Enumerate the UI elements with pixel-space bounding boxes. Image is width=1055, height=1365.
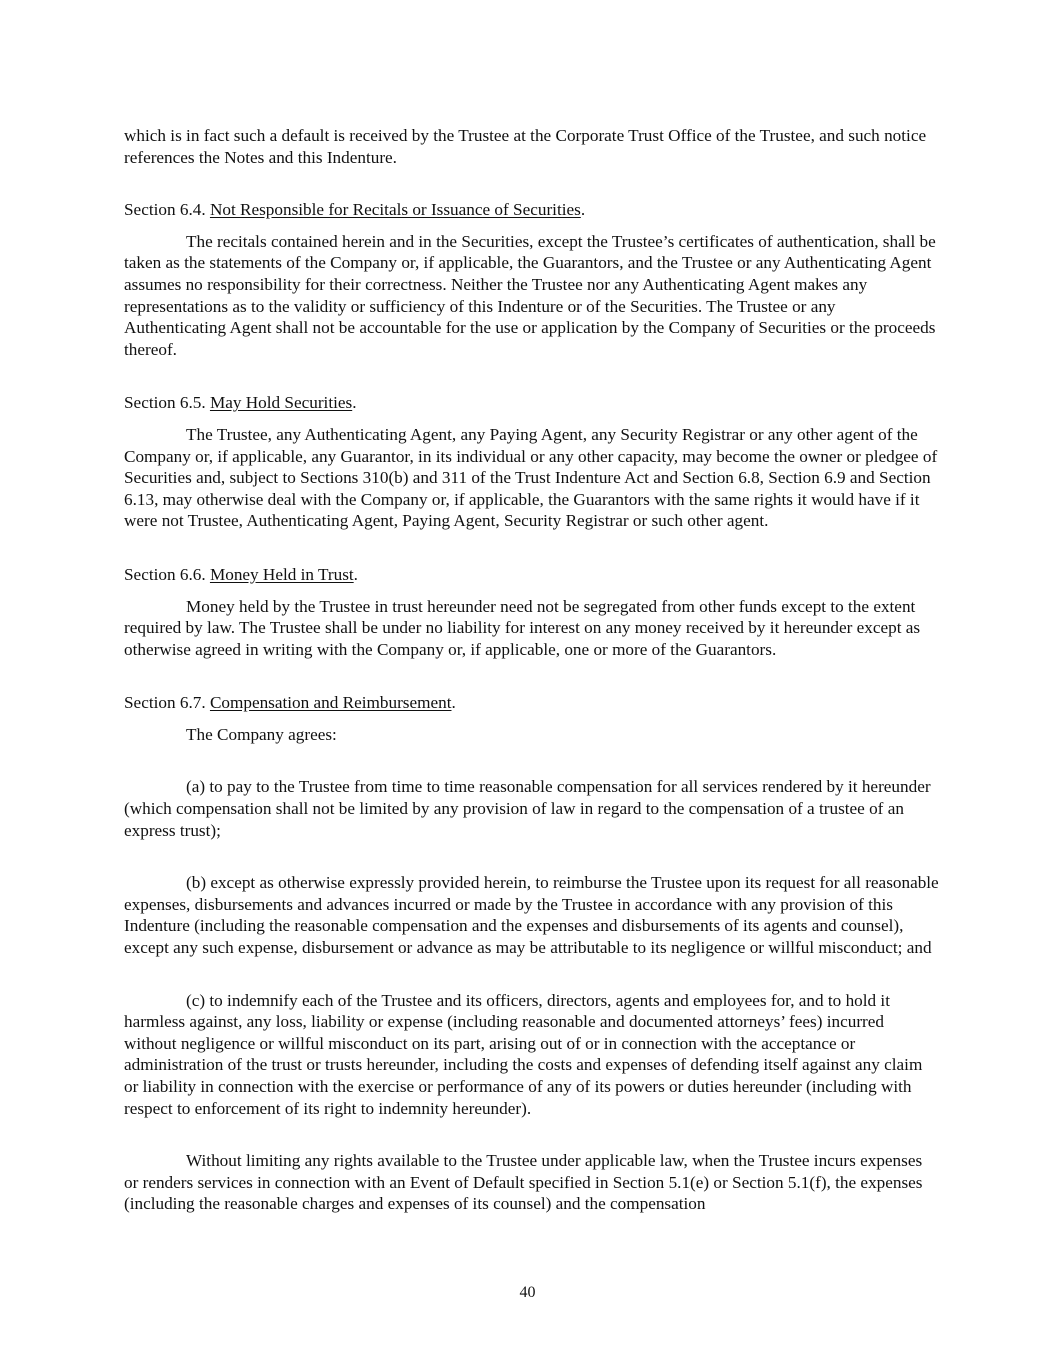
section-title: Not Responsible for Recitals or Issuance of Securities	[209, 200, 581, 220]
section-heading: Section 6.4. Not Responsible for Recitals or Issuance of Securities.	[124, 200, 586, 220]
section-heading: Section 6.7. Compensation and Reimbursement.	[124, 693, 456, 713]
closing-paragraph: Without limiting any rights available to the Trustee under applicable law, when the Trustee incurs expenses or renders services in connection with an Event of Default specified in Section 5.1(e) or Section 5.1(f), the expenses (including the reasonable charges and expenses of its counsel) and the compensation	[124, 1151, 923, 1214]
clause-b: (b) except as otherwise expressly provided herein, to reimburse the Trustee upon its request for all reasonable expenses, disbursements and advances incurred or made by the Trustee in accordance with any provision of this Indenture (including the reasonable compensation and the expenses and disbursements of its agents and counsel), except any such expense, disbursement or advance as may be attributable to its negligence or willful misconduct; and	[124, 873, 939, 958]
section-6-5	[124, 392, 939, 532]
section-title: Money Held in Trust	[209, 564, 354, 584]
clause-a: (a) to pay to the Trustee from time to time reasonable compensation for all services rendered by it hereunder (which compensation shall not be limited by any provision of law in regard to the compensation of a trustee of an express trust);	[124, 777, 931, 840]
section-intro: The Company agrees:	[186, 724, 337, 744]
section-body: The Trustee, any Authenticating Agent, any Paying Agent, any Security Registrar or any other agent of the Company or, if applicable, any Guarantor, in its individual or any other capacity, may become the owner or pledgee of Securities and, subject to Sections 310(b) and 311 of the Trust Indenture Act and Section 6.8, Section 6.9 and Section 6.13, may otherwise deal with the Company or, if applicable, the Guarantors with the same rights it would have if it were not Trustee, Authenticating Agent, Paying Agent, Security Registrar or such other agent.	[124, 424, 938, 531]
section-6-7	[124, 692, 939, 1215]
page-number: 40	[519, 1284, 536, 1301]
section-body: The recitals contained herein and in the Securities, except the Trustee’s certificates of authentication, shall be taken as the statements of the Company or, if applicable, the Guarantors, and the Trustee or any Authenticating Agent assumes no responsibility for their correctness. Neither the Trustee nor any Authenticating Agent makes any representations as to the validity or sufficiency of this Indenture or of the Securities. The Trustee or any Authenticating Agent shall not be accountable for the use or application by the Company of Securities or the proceeds thereof.	[124, 231, 936, 359]
section-heading: Section 6.5. May Hold Securities.	[124, 393, 357, 413]
section-title: May Hold Securities	[209, 393, 353, 413]
clause-c: (c) to indemnify each of the Trustee and its officers, directors, agents and employees for, and to hold it harmless against, any loss, liability or expense (including reasonable and documented attorneys’ fees) incurred without negligence or willful misconduct on its part, arising out of or in connection with the acceptance or administration of the trust or trusts hereunder, including the costs and expenses of defending itself against any claim or liability in connection with the exercise or performance of any of its powers or duties hereunder (including with respect to enforcement of its right to indemnity hereunder).	[124, 990, 923, 1118]
carryover-paragraph: which is in fact such a default is received by the Trustee at the Corporate Trust Office of the Trustee, and such notice references the Notes and this Indenture.	[124, 126, 927, 167]
section-body: Money held by the Trustee in trust hereunder need not be segregated from other funds except to the extent required by law. The Trustee shall be under no liability for interest on any money received by it hereunder except as otherwise agreed in writing with the Company or, if applicable, one or more of the Guarantors.	[124, 596, 921, 659]
section-6-6	[124, 564, 939, 660]
section-number: Section 6.4.	[124, 200, 206, 220]
document-page	[124, 125, 939, 1245]
section-number: Section 6.5.	[124, 393, 206, 413]
section-6-4	[124, 199, 939, 360]
section-heading: Section 6.6. Money Held in Trust.	[124, 564, 358, 584]
section-title: Compensation and Reimbursement	[209, 693, 452, 713]
section-number: Section 6.6.	[124, 564, 206, 584]
section-number: Section 6.7.	[124, 693, 206, 713]
